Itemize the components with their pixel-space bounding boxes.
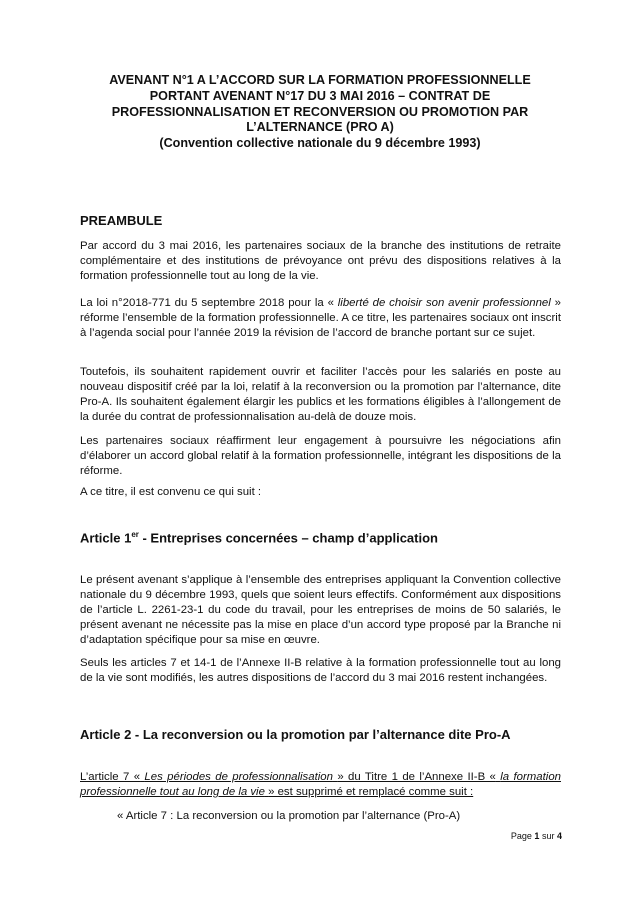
article-1-heading-sup: er bbox=[131, 530, 139, 539]
preambule-paragraph-2 bbox=[80, 296, 561, 341]
footer-total-pages: 4 bbox=[556, 831, 562, 841]
preambule-paragraph-5: A ce titre, il est convenu ce qui suit : bbox=[80, 486, 262, 498]
footer-page-number: 1 bbox=[534, 831, 540, 841]
preambule-heading: PREAMBULE bbox=[80, 213, 163, 228]
p2-text-after: » réforme l’ensemble de la formation professionnelle. A ce titre, les partenaires sociaux ont inscrit à l’agenda social pour l’année 2019 la révision de l’accord de branche portant sur ce sujet. bbox=[80, 297, 561, 339]
title-line-4: L’ALTERNANCE (PRO A) bbox=[246, 120, 394, 135]
preambule-paragraph-4: Les partenaires sociaux réaffirment leur engagement à poursuivre les négociations afin d’élaborer un accord global relatif à la formation professionnelle, intégrant les dispositions de la réforme. bbox=[80, 435, 561, 477]
p2-law-title: liberté de choisir son avenir professionnel bbox=[337, 297, 551, 309]
a2-text-c: » du Titre 1 de l’Annexe II-B « bbox=[337, 771, 496, 783]
title-line-5: (Convention collective nationale du 9 décembre 1993) bbox=[159, 136, 481, 151]
a2-text-a: L’article 7 « bbox=[80, 771, 141, 783]
article-1-heading-prefix: Article 1 bbox=[80, 530, 132, 546]
article-2-heading: Article 2 - La reconversion ou la promotion par l’alternance dite Pro-A bbox=[80, 727, 511, 742]
preambule-paragraph-3: Toutefois, ils souhaitent rapidement ouvrir et faciliter l’accès pour les salariés en poste au nouveau dispositif créé par la loi, relatif à la reconversion ou la promotion par l’alternance, dite Pro-A. Ils souhaitent également élargir les publics et les formations éligibles à l’allongement de la durée du contrat de professionnalisation au-delà de douze mois. bbox=[80, 366, 561, 423]
article-1-heading bbox=[80, 530, 438, 545]
title-line-1: AVENANT N°1 A L’ACCORD SUR LA FORMATION PROFESSIONNELLE bbox=[109, 73, 531, 87]
footer-page-label: Page bbox=[510, 831, 532, 841]
a2-text-d: la formation professionnelle tout au long de la vie bbox=[80, 771, 561, 798]
article-7-quote: « Article 7 : La reconversion ou la promotion par l’alternance (Pro-A) bbox=[117, 810, 461, 822]
footer-of-label: sur bbox=[541, 831, 555, 841]
article-1-paragraph-2: Seuls les articles 7 et 14-1 de l’Annexe II-B relative à la formation professionnelle tout au long de la vie sont modifiés, les autres dispositions de l’accord du 3 mai 2016 restent inchangées. bbox=[80, 657, 561, 684]
page-footer bbox=[511, 831, 562, 841]
article-1-heading-suffix: - Entreprises concernées – champ d’application bbox=[138, 530, 438, 546]
document-title bbox=[80, 73, 560, 152]
a2-text-e: » est supprimé et remplacé comme suit : bbox=[268, 786, 474, 798]
a2-text-b: Les périodes de professionnalisation bbox=[144, 771, 333, 783]
article-2-paragraph-1 bbox=[80, 770, 561, 800]
article-1-paragraph-1: Le présent avenant s’applique à l’ensemble des entreprises appliquant la Convention collective nationale du 9 décembre 1993, quels que soient leurs effectifs. Conformément aux dispositions de l’article L. 2261-23-1 du code du travail, pour les entreprises de moins de 50 salariés, le présent avenant ne nécessite pas la mise en place d’un accord type proposé par la Branche ni d’adaptation spécifique pour sa mise en œuvre. bbox=[80, 574, 561, 646]
p2-text-before: La loi n°2018-771 du 5 septembre 2018 pour la « bbox=[80, 297, 334, 309]
title-line-2: PORTANT AVENANT N°17 DU 3 MAI 2016 – CONTRAT DE bbox=[149, 88, 491, 103]
title-line-3: PROFESSIONNALISATION ET RECONVERSION OU PROMOTION PAR bbox=[111, 104, 529, 119]
preambule-paragraph-1: Par accord du 3 mai 2016, les partenaires sociaux de la branche des institutions de retraite complémentaire et des institutions de prévoyance ont prévu des dispositions relatives à la formation professionnelle tout au long de la vie. bbox=[80, 240, 561, 282]
